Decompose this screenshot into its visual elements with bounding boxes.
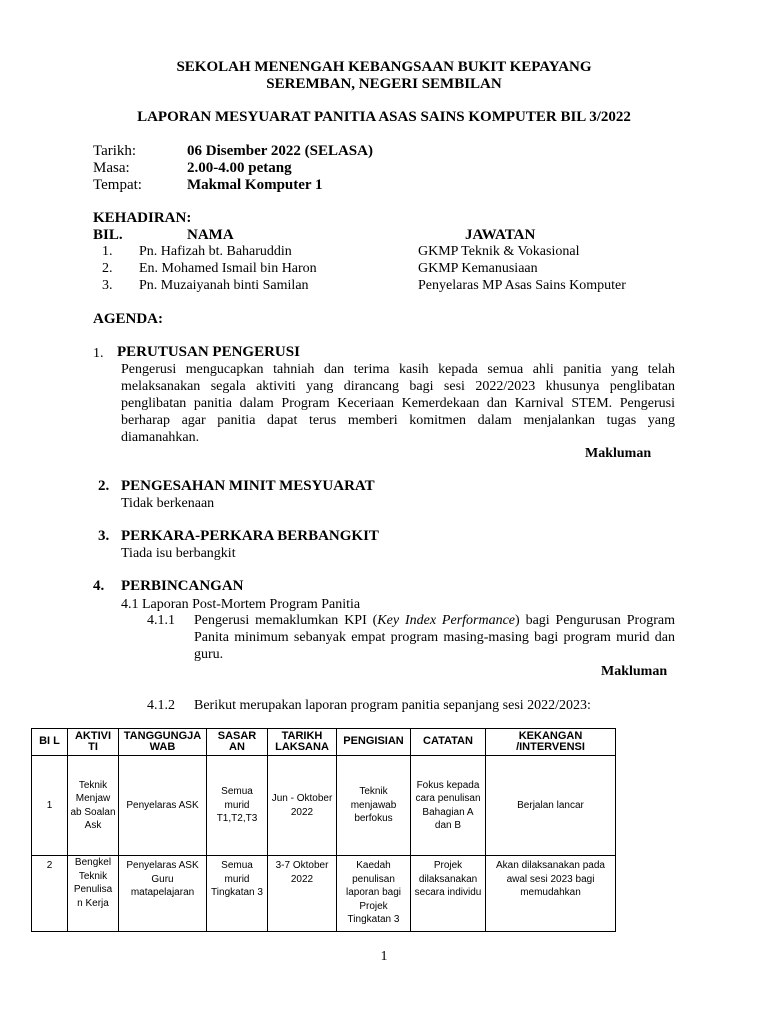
agenda-1-body: Pengerusi mengucapkan tahniah dan terima kasih kepada semua ahli panitia yang telah melaksanakan segala aktiviti yang dirancang bagi sesi 2022/2023 khusunya penglibatan penglibatan panitia dalam Program Keceriaan Kemerdekaan dan Karnival STEM. Pengerusi berharap agar panitia dapat terus memberi komitmen dalam menjalankan tugas yang diamanahkan. [121,362,675,445]
attendee-position: Penyelaras MP Asas Sains Komputer [418,278,626,293]
table-cell: Bengkel Teknik Penulisa n Kerja [68,856,119,932]
page-number: 1 [380,949,388,964]
attendee-position: GKMP Teknik & Vokasional [418,244,580,259]
table-header-cell: AKTIVI TI [68,729,119,756]
agenda-3-title: PERKARA-PERKARA BERBANGKIT [121,528,379,544]
agenda-1-number: 1. [93,346,104,361]
meta-date-value: 06 Disember 2022 (SELASA) [187,143,373,159]
agenda-3-body: Tiada isu berbangkit [121,546,236,561]
table-cell: Akan dilaksanakan pada awal sesi 2023 bagi memudahkan [486,856,616,932]
agenda-2-body: Tidak berkenaan [121,496,215,511]
agenda-1-note: Makluman [585,446,652,461]
agenda-3-number: 3. [98,528,110,544]
table-cell: Jun - Oktober 2022 [268,756,337,856]
agenda-4-1-heading: 4.1 Laporan Post-Mortem Program Panitia [121,597,361,612]
agenda-heading: AGENDA: [93,311,163,327]
meta-date-label: Tarikh: [93,143,137,159]
agenda-1-title: PERUTUSAN PENGERUSI [117,344,300,360]
table-cell: Semua murid Tingkatan 3 [207,856,268,932]
attendance-heading: KEHADIRAN: [93,210,192,226]
table-row [32,756,616,856]
table-cell: Penyelaras ASK Guru matapelajaran [119,856,207,932]
table-header-cell: TARIKH LAKSANA [268,729,337,756]
attendee-name: Pn. Hafizah bt. Baharuddin [139,244,292,259]
school-name: SEKOLAH MENENGAH KEBANGSAAN BUKIT KEPAYANG [176,59,592,75]
item-4-1-2-body: Berikut merupakan laporan program panitia sepanjang sesi 2022/2023: [194,698,591,713]
item-4-1-1-number: 4.1.1 [147,613,175,628]
table-cell: Semua murid T1,T2,T3 [207,756,268,856]
attendee-name: En. Mohamed Ismail bin Haron [139,261,317,276]
attendee-name: Pn. Muzaiyanah binti Samilan [139,278,309,293]
table-header-cell: SASAR AN [207,729,268,756]
table-cell: Penyelaras ASK [119,756,207,856]
agenda-4-number: 4. [93,578,105,594]
table-cell: Projek dilaksanakan secara individu [411,856,486,932]
table-header-cell: PENGISIAN [337,729,411,756]
attendance-col-nama: NAMA [187,227,234,243]
attendance-col-bil: BIL. [93,227,123,243]
agenda-4-title: PERBINCANGAN [121,578,244,594]
meta-time-label: Masa: [93,160,130,176]
agenda-2-number: 2. [98,478,110,494]
table-cell: 2 [32,856,68,932]
meta-time-value: 2.00-4.00 petang [187,160,292,176]
table-cell: Berjalan lancar [486,756,616,856]
attendance-col-jawatan: JAWATAN [465,227,536,243]
table-cell: Kaedah penulisan laporan bagi Projek Tingkatan 3 [337,856,411,932]
table-cell: Teknik Menjaw ab Soalan Ask [68,756,119,856]
attendee-no: 3. [102,278,113,293]
item-4-1-1-body: Pengerusi memaklumkan KPI (Key Index Performance) bagi Pengurusan Program Panita minimum sebanyak empat program masing-masing bagi program murid dan guru. [194,613,675,662]
attendee-position: GKMP Kemanusiaan [418,261,538,276]
agenda-2-title: PENGESAHAN MINIT MESYUARAT [121,478,375,494]
table-header-row [32,729,616,756]
program-table [31,728,616,932]
meta-venue-value: Makmal Komputer 1 [187,177,323,193]
table-header-cell: KEKANGAN /INTERVENSI [486,729,616,756]
meta-venue-label: Tempat: [93,177,142,193]
school-location: SEREMBAN, NEGERI SEMBILAN [266,76,502,92]
table-cell: Teknik menjawab berfokus [337,756,411,856]
table-header-cell: CATATAN [411,729,486,756]
item-4-1-2-number: 4.1.2 [147,698,175,713]
item-4-1-1-note: Makluman [601,664,668,679]
table-row [32,856,616,932]
table-cell: Fokus kepada cara penulisan Bahagian A dan B [411,756,486,856]
table-header-cell: TANGGUNGJA WAB [119,729,207,756]
table-cell: 1 [32,756,68,856]
attendee-no: 1. [102,244,113,259]
report-title: LAPORAN MESYUARAT PANITIA ASAS SAINS KOMPUTER BIL 3/2022 [137,109,631,125]
table-header-cell: BI L [32,729,68,756]
table-cell: 3-7 Oktober 2022 [268,856,337,932]
attendee-no: 2. [102,261,113,276]
